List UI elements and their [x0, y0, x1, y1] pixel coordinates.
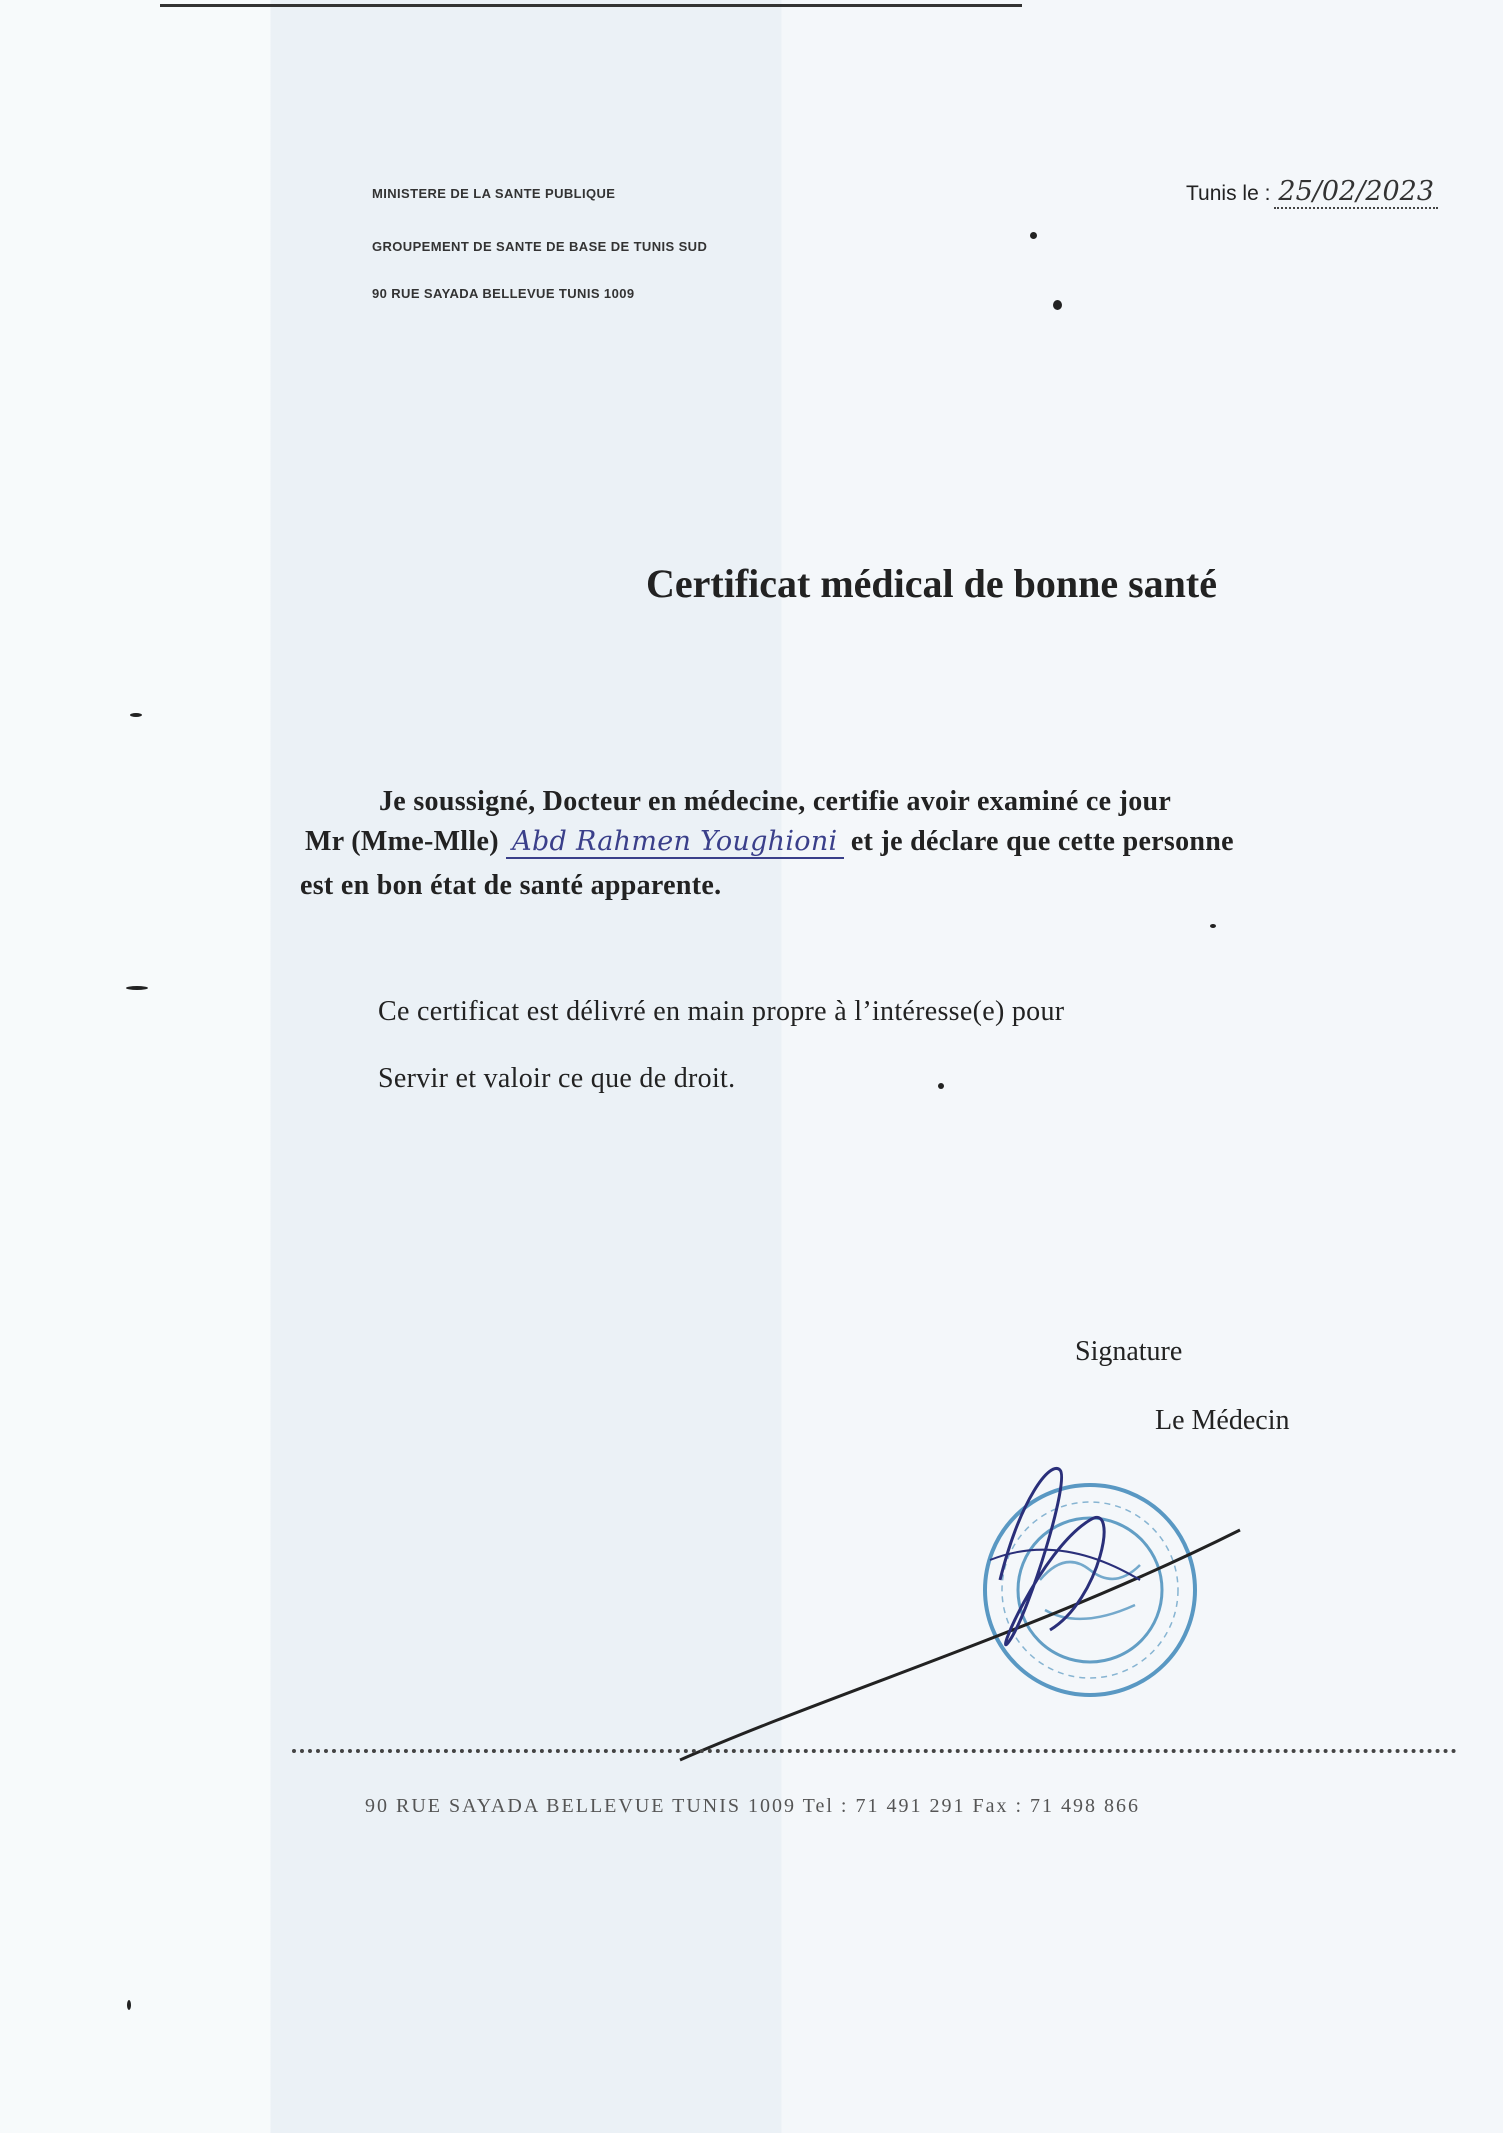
header-address: 90 RUE SAYADA BELLEVUE TUNIS 1009 — [372, 286, 635, 301]
patient-name: Abd Rahmen Youghioni — [506, 826, 843, 859]
speck-mark — [1053, 300, 1062, 310]
signature-scribble — [620, 1460, 1320, 1780]
body-line-5: Servir et valoir ce que de droit. — [378, 1063, 736, 1094]
date-row — [1186, 176, 1438, 207]
footer-divider — [292, 1749, 1457, 1753]
document-title — [0, 560, 1503, 607]
signature-label: Signature — [1075, 1336, 1183, 1367]
date-label: Tunis le : — [1186, 182, 1271, 205]
document-title-text: Certificat médical de bonne santé — [645, 561, 1217, 606]
speck-mark — [130, 713, 142, 717]
header-ministry: MINISTERE DE LA SANTE PUBLIQUE — [372, 186, 616, 201]
top-edge-line — [160, 4, 1022, 7]
signature-role: Le Médecin — [1155, 1405, 1290, 1436]
header-group: GROUPEMENT DE SANTE DE BASE DE TUNIS SUD — [372, 239, 708, 254]
speck-mark — [938, 1083, 944, 1089]
footer-contact: 90 RUE SAYADA BELLEVUE TUNIS 1009 Tel : 71 491 291 Fax : 71 498 866 — [365, 1795, 1141, 1817]
speck-mark — [127, 2000, 131, 2010]
date-value: 25/02/2023 — [1274, 176, 1438, 209]
body-line-2 — [305, 826, 1234, 858]
declaration: et je déclare que cette personne — [850, 826, 1234, 857]
speck-mark — [1030, 232, 1037, 239]
body-line-1: Je soussigné, Docteur en médecine, certifie avoir examiné ce jour — [379, 786, 1172, 817]
salutation: Mr (Mme-Mlle) — [305, 826, 499, 857]
speck-mark — [126, 986, 148, 990]
body-line-3: est en bon état de santé apparente. — [300, 870, 722, 901]
speck-mark — [1210, 924, 1216, 928]
body-line-4: Ce certificat est délivré en main propre à l’intéresse(e) pour — [378, 996, 1065, 1027]
